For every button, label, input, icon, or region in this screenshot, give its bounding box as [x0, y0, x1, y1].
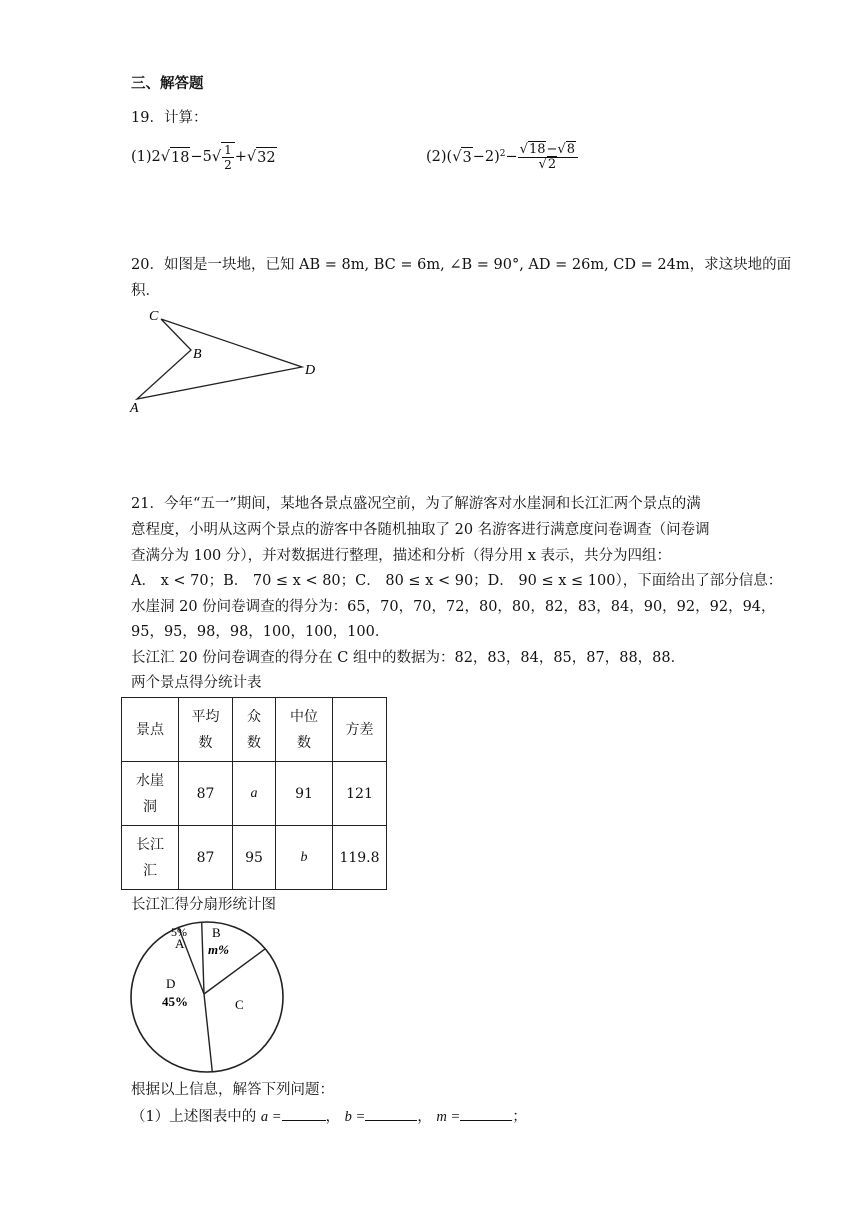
q21-line5: 水崖洞 20 份问卷调查的得分为：65，70，70，72，80，80，82，83，84，90，92，92，94，	[131, 599, 776, 615]
pie-slice-label: C	[235, 997, 244, 1012]
q21-line7: 长江汇 20 份问卷调查的得分在 C 组中的数据为：82，83，84，85，87，88，88．	[131, 650, 686, 666]
sub1-b-label: b =	[344, 1109, 366, 1125]
q19-part2	[426, 140, 578, 174]
q19-part1-label: (1)	[131, 149, 152, 165]
sqrt-symbol: √	[519, 141, 528, 157]
sqrt-symbol: √	[211, 149, 222, 165]
q19-p2-minus2: −2	[472, 149, 495, 165]
table-header-cell	[233, 698, 276, 762]
table-cell: 91	[276, 762, 333, 826]
table-cell: 87	[179, 826, 233, 890]
q21-line4: A． x < 70；B． 70 ≤ x < 80；C． 80 ≤ x < 90；D． 90 ≤ x ≤ 100），下面给出了部分信息：	[131, 573, 783, 589]
num-radicand1: 18	[528, 141, 546, 157]
header-text: 方差	[345, 721, 374, 738]
stats-table	[121, 697, 387, 890]
cell-text: 长江	[136, 836, 164, 853]
q19-p2-minus: −	[505, 149, 518, 165]
sqrt-symbol: √	[557, 141, 566, 157]
den-radicand: 2	[547, 156, 557, 172]
q21-line1: 21．今年“五一”期间，某地各景点盛况空前，为了解游客对水崖洞和长江汇两个景点的满	[131, 496, 701, 512]
pie-slice-label: A	[175, 936, 185, 951]
q21-line6: 95，95，98，98，100，100，100．	[131, 624, 390, 640]
header-text: 景点	[136, 721, 164, 738]
table-title: 两个景点得分统计表	[131, 675, 262, 691]
table-cell	[122, 826, 179, 890]
q19-part2-label: (2)	[426, 149, 447, 165]
pie-outline	[131, 922, 283, 1072]
header-text: 中位	[290, 708, 318, 725]
label-B: B	[193, 347, 202, 362]
table-cell: b	[276, 826, 333, 890]
q19-p2-fraction	[518, 143, 578, 172]
q21-line2: 意程度，小明从这两个景点的游客中各随机抽取了 20 名游客进行满意度问卷调查（问卷调	[131, 522, 710, 538]
q19-part1	[131, 140, 277, 174]
sqrt-symbol: √	[246, 149, 257, 165]
pie-slice-boundary	[202, 922, 204, 994]
q19-p2-radicand: 3	[461, 147, 472, 168]
sqrt-symbol: √	[452, 149, 462, 165]
separator: ，	[417, 1109, 432, 1125]
table-header-cell	[276, 698, 333, 762]
end-mark: ；	[512, 1109, 527, 1125]
table-header-cell	[122, 698, 179, 762]
table-cell: 121	[333, 762, 387, 826]
paren-close: )	[494, 149, 500, 165]
pie-slice-label: D	[166, 976, 176, 991]
sub1-m-label: m =	[436, 1109, 461, 1125]
header-text: 平均	[191, 708, 220, 725]
q20-line2: 积．	[131, 283, 160, 299]
pie-slice-value: m%	[208, 942, 229, 957]
pie-slice-label: B	[212, 925, 221, 940]
q21-prompt: 根据以上信息，解答下列问题：	[131, 1082, 334, 1098]
q19-stem: 19．计算：	[131, 110, 208, 126]
sqrt-symbol: √	[160, 149, 171, 165]
pie-slice-value: 5%	[171, 925, 187, 939]
cell-text: 汇	[143, 862, 157, 879]
table-header-row	[122, 698, 387, 762]
q20-line1: 20．如图是一块地，已知 AB = 8m, BC = 6m, ∠B = 90°, AD = 26m, CD = 24m，求这块地的面	[131, 257, 792, 273]
label-D: D	[305, 363, 316, 378]
q19-p1-fraction	[221, 142, 235, 172]
table-cell: 119.8	[333, 826, 387, 890]
exponent: 2	[499, 149, 506, 159]
label-C: C	[149, 309, 159, 324]
answer-blank-m[interactable]	[460, 1106, 512, 1121]
label-A: A	[130, 401, 139, 416]
sub1-a-label: a =	[260, 1109, 282, 1125]
pie-slice-value: 45%	[162, 994, 188, 1009]
chart-title: 长江汇得分扇形统计图	[131, 897, 276, 913]
figure-outline	[137, 319, 302, 399]
pie-chart	[124, 918, 294, 1076]
num-radicand2: 8	[566, 141, 575, 157]
sub1-prefix: （1）上述图表中的	[131, 1109, 261, 1125]
sqrt-symbol: √	[538, 156, 547, 172]
header-text: 数	[247, 734, 261, 751]
q19-p1-coef: 2	[151, 149, 161, 165]
table-cell: 95	[233, 826, 276, 890]
frac-numerator: 1	[224, 143, 232, 157]
pie-slice-boundary	[204, 994, 212, 1072]
paren-open: (	[446, 149, 453, 165]
table-cell	[122, 762, 179, 826]
num-minus: −	[546, 141, 558, 157]
table-cell: 87	[179, 762, 233, 826]
q19-p1-plus: +	[234, 149, 247, 165]
table-row	[122, 826, 387, 890]
answer-blank-b[interactable]	[365, 1106, 417, 1121]
table-row	[122, 762, 387, 826]
table-cell: a	[233, 762, 276, 826]
table-header-cell	[333, 698, 387, 762]
q19-p1-radicand3: 32	[256, 147, 276, 168]
frac-denominator: 2	[224, 158, 232, 172]
frac-denominator	[518, 158, 578, 172]
table-header-cell	[179, 698, 233, 762]
header-text: 数	[198, 734, 213, 751]
header-text: 数	[297, 734, 311, 751]
quadrilateral-figure	[120, 300, 340, 420]
q19-p1-radicand1: 18	[170, 147, 190, 168]
section-title: 三、解答题	[131, 76, 204, 92]
cell-text: 洞	[143, 798, 157, 815]
q21-sub1	[131, 1106, 527, 1127]
q19-p1-minus5: −5	[190, 149, 212, 165]
header-text: 众	[247, 708, 261, 725]
separator: ，	[325, 1109, 341, 1125]
cell-text: 水崖	[136, 772, 164, 789]
q21-line3: 查满分为 100 分），并对数据进行整理，描述和分析（得分用 x 表示，共分为四组：	[131, 548, 672, 564]
answer-blank-a[interactable]	[282, 1106, 326, 1121]
